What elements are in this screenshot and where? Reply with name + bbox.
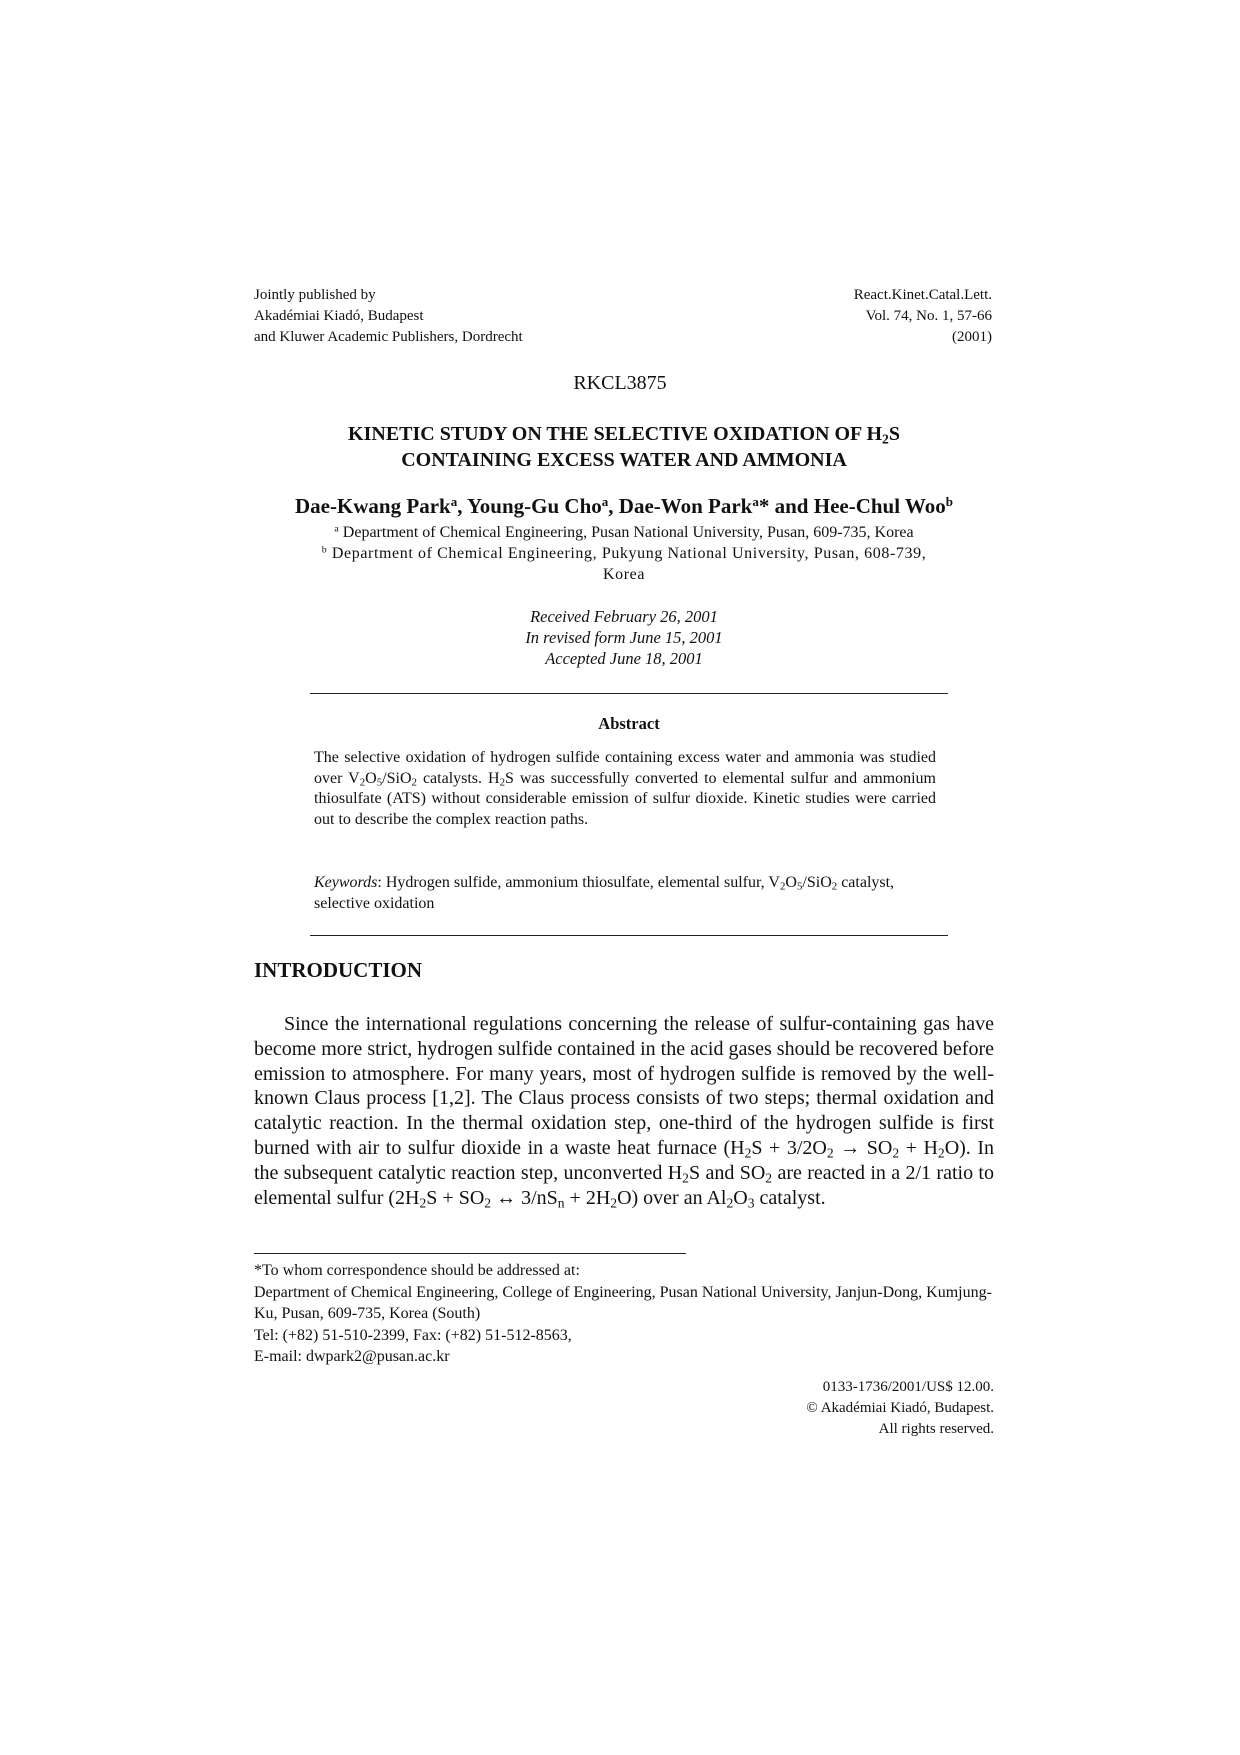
rights-statement: All rights reserved. [878,1421,994,1437]
accepted-date: Accepted June 18, 2001 [545,649,703,668]
article-dates [254,606,994,669]
email-address: E-mail: dwpark2@pusan.ac.kr [254,1348,450,1365]
abstract-heading: Abstract [598,714,660,733]
copyright-holder: © Akadémiai Kiadó, Budapest. [806,1400,994,1416]
paper-title [254,421,994,473]
keywords: Keywords: Hydrogen sulfide, ammonium thiosulfate, elemental sulfur, $V_2O_5/SiO_2$ catalyst, selective oxidation [314,874,895,912]
introduction-paragraph: Since the international regulations concerning the release of sulfur-containing gas have become more strict, hydrogen sulfide contained in the acid gases should be recovered before emission to atmosphere. For many years, most of hydrogen sulfide is removed by the well-known Claus process [1,2]. The Claus process consists of two steps; thermal oxidation and catalytic reaction. In the thermal oxidation step, one-third of the hydrogen sulfide is first burned with air to sulfur dioxide in a waste heat furnace $(H_2S + 3/2O_2 \to SO_2 + H_2O)$. In the subsequent catalytic reaction step, unconverted $H_2S$ and $SO_2$ are reacted in a 2/1 ratio to elemental sulfur ($2H_2S + SO_2$ ↔ $3/nS_n + 2H_2O$) over an $Al_2O_3$ catalyst. [254,1013,994,1210]
abstract-text: The selective oxidation of hydrogen sulfide containing excess water and ammonia was studied over $V_2O_5/SiO_2$ catalysts. $H_2S$ was successfully converted to elemental sulfur and ammonium thiosulfate (ATS) without considerable emission of sulfur dioxide. Kinetic studies were carried out to describe the complex reaction paths. [314,749,937,828]
publisher-info [254,285,523,348]
author: Hee-Chul Woo$^b$ [813,493,954,518]
author-list [254,494,994,519]
title-line-1: KINETIC STUDY ON THE SELECTIVE OXIDATION OF $H_2S$ [348,423,900,447]
revised-date: In revised form June 15, 2001 [525,628,723,647]
section-heading-introduction: INTRODUCTION [254,958,423,982]
author: Dae-Kwang Park$^a$, [294,493,467,518]
publisher-line: and Kluwer Academic Publishers, Dordrecht [254,329,523,345]
affiliation-a: $^a$ Department of Chemical Engineering, Pusan National University, Pusan, 609-735, Korea [334,523,914,541]
author: Dae-Won Park$^a$* and [618,493,814,518]
publisher-line: Jointly published by [254,287,376,303]
abstract-bottom-rule [310,935,948,936]
footnote-rule [254,1253,686,1254]
journal-year: (2001) [952,329,992,345]
author: Young-Gu Cho$^a$, [466,493,619,518]
title-line-2: CONTAINING EXCESS WATER AND AMMONIA [401,449,847,471]
journal-volume: Vol. 74, No. 1, 57-66 [865,308,992,324]
abstract-top-rule [310,693,948,694]
issn-price: 0133-1736/2001/US$ 12.00. [822,1379,994,1395]
copyright-notice [806,1377,994,1440]
publisher-line: Akadémiai Kiadó, Budapest [254,308,424,324]
journal-citation [854,285,992,348]
journal-name: React.Kinet.Catal.Lett. [853,287,992,303]
received-date: Received February 26, 2001 [530,607,718,626]
article-code: RKCL3875 [573,372,667,394]
correspondence-footnote: *To whom correspondence should be addressed at: Department of Chemical Engineering, College of Engineering, Pusan National University, Janjun-Dong, Kumjung-Ku, Pusan, 609-735, Korea (South) Tel: (+82) 51-510-2399, Fax: (+82) 51-512-8563, E-mail: dwpark2@pusan.ac.kr [254,1260,996,1368]
affiliation-b: $^b$ Department of Chemical Engineering, Pukyung National University, Pusan, 608-739, Korea [321,544,927,583]
